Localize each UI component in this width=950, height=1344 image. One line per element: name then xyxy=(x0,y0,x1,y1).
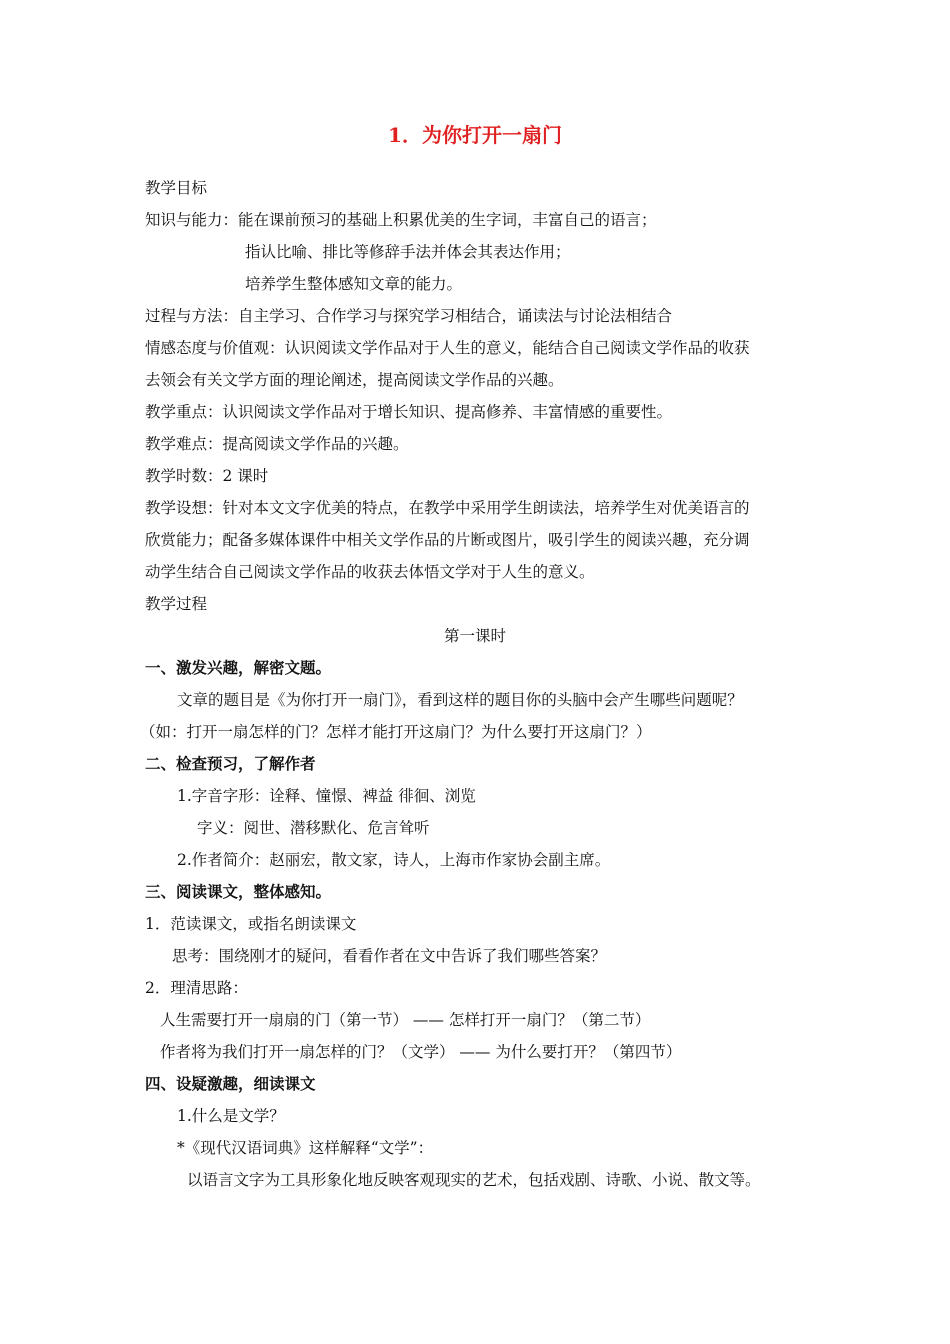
outline-line-1: 人生需要打开一扇扇的门（第一节） —— 怎样打开一扇门？（第二节） xyxy=(160,1011,651,1029)
objective-knowledge-3: 培养学生整体感知文章的能力。 xyxy=(245,275,463,293)
teaching-idea-cont-1: 欣赏能力；配备多媒体课件中相关文学作品的片断或图片，吸引学生的阅读兴趣，充分调 xyxy=(145,531,750,549)
objective-attitude: 情感态度与价值观：认识阅读文学作品对于人生的意义，能结合自己阅读文学作品的收获 xyxy=(145,339,750,357)
part-three-heading: 三、阅读课文，整体感知。 xyxy=(145,882,332,901)
section-heading-objectives: 教学目标 xyxy=(145,179,208,197)
author-intro: 2.作者简介：赵丽宏，散文家，诗人，上海市作家协会副主席。 xyxy=(177,851,611,869)
part-one-text-cont: （如：打开一扇怎样的门？怎样才能打开这扇门？为什么要打开这扇门？） xyxy=(140,723,652,741)
dictionary-intro: *《现代汉语词典》这样解释“文学”： xyxy=(177,1139,434,1157)
teaching-difficulty: 教学难点：提高阅读文学作品的兴趣。 xyxy=(145,435,409,453)
reading-question: 思考：围绕刚才的疑问，看看作者在文中告诉了我们哪些答案？ xyxy=(172,947,607,965)
outline-line-2: 作者将为我们打开一扇怎样的门？（文学） —— 为什么要打开？（第四节） xyxy=(160,1043,682,1061)
dictionary-definition: 以语言文字为工具形象化地反映客观现实的艺术，包括戏剧、诗歌、小说、散文等。 xyxy=(187,1171,761,1189)
teaching-focus: 教学重点：认识阅读文学作品对于增长知识、提高修养、丰富情感的重要性。 xyxy=(145,403,673,421)
section-heading-process: 教学过程 xyxy=(145,595,208,613)
pronunciation-list: 1.字音字形：诠释、憧憬、裨益 徘徊、浏览 xyxy=(177,787,476,805)
part-one-text: 文章的题目是《为你打开一扇门》，看到这样的题目你的头脑中会产生哪些问题呢？ xyxy=(177,691,743,709)
question-literature: 1.什么是文学？ xyxy=(177,1107,285,1125)
objective-attitude-cont: 去领会有关文学方面的理论阐述，提高阅读文学作品的兴趣。 xyxy=(145,371,564,389)
objective-knowledge: 知识与能力：能在课前预习的基础上积累优美的生字词，丰富自己的语言； xyxy=(145,211,657,229)
reading-step-1: 1．范读课文，或指名朗读课文 xyxy=(145,915,357,933)
teaching-idea: 教学设想：针对本文文字优美的特点，在教学中采用学生朗读法，培养学生对优美语言的 xyxy=(145,499,750,517)
part-four-heading: 四、设疑激趣，细读课文 xyxy=(145,1074,316,1093)
teaching-hours: 教学时数：2 课时 xyxy=(145,467,269,485)
document-title: 1．为你打开一扇门 xyxy=(388,123,562,147)
objective-process: 过程与方法：自主学习、合作学习与探究学习相结合，诵读法与讨论法相结合 xyxy=(145,307,673,325)
part-one-heading: 一、激发兴趣，解密文题。 xyxy=(145,658,332,677)
lesson-heading: 第一课时 xyxy=(443,627,506,645)
meaning-list: 字义：阅世、潜移默化、危言耸听 xyxy=(197,819,430,837)
teaching-idea-cont-2: 动学生结合自己阅读文学作品的收获去体悟文学对于人生的意义。 xyxy=(145,563,595,581)
part-two-heading: 二、检查预习，了解作者 xyxy=(145,754,316,773)
reading-step-2: 2．理清思路： xyxy=(145,979,248,997)
objective-knowledge-2: 指认比喻、排比等修辞手法并体会其表达作用； xyxy=(245,243,571,261)
